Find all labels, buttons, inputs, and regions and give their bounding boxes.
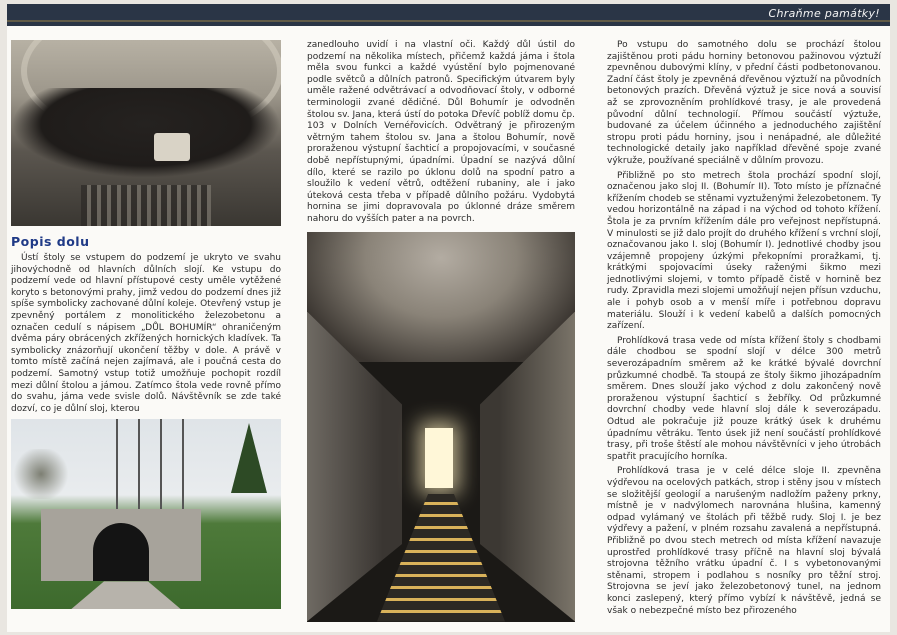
photo-poles [96,419,186,509]
photo-trees [11,449,71,499]
photo-path [71,581,181,609]
header-bar [7,4,890,26]
photo-ceiling [307,232,575,362]
photo-rails [81,185,211,226]
photo-crowd [11,88,281,178]
photo-spruce [231,423,267,493]
header-accent-line [7,20,890,22]
paragraph: zanedlouho uvidí i na vlastní oči. Každý důl ústil do podzemí na několika místech, přičemž každá jáma i štola měla svou funkci a každé vyústění bylo pojmenované podle světců a důlních patronů. Specifickým útvarem byly uměle ražené odvětrávací a odvodňovací štoly, v odborné terminologii zvané dědičné. Důl Bohumír je odvodněn štolou sv. Jana, která ústí do potoka Dřevíč poblíž domu čp. 103 v Dolních Vernéřovicích. Odvětraný je přirozeným větrným tahem štolou sv. Jana a štolou Bohumír, nově proraženou výstupní šachticí a propojovacími, v současné době nepřístupnými, úpadními. Úpadní se nazývá důlní dílo, které se razilo po úklonu dolů na spodní patro a sloužilo k vedení větrů, odtěžení rubaniny, ale i jako úteková cesta třeba v případě důlního požáru. Vydobytá hornina se jimi dopravovala po úklonné dráze směrem nahoru do vyšších pater a na povrch. [307,40,575,224]
photo-portal-opening [93,523,149,581]
photo-sign [154,133,190,161]
paragraph: Ústí štoly se vstupem do podzemí je ukryto ve svahu jihovýchodně od hlavních důlních slojí. Ke vstupu do podzemí vede od hlavní přístupové cesty uměle vytěžené koryto s betonovými prahy, jimž vedou do podzemí dnes již spíše symbolicky zachované důlní koleje. Otevřený vstup je zpevněný portálem z monolitického železobetonu a označen cedulí s nápisem „DŮL BOHUMÍR“ ohraničeným dvěma páry obrácených zkřížených hornických kladívek. Ta symbolicky znázorňují ukončení těžby v dole. A právě v tomto místě začíná nejen zajímavá, ale i poučná cesta do podzemí. Samotný vstup totiž umožňuje pochopit rozdíl mezi důlní štolou a jámou. Zatímco štola vede rovně přímo do svahu, jáma vede svisle dolů. Návštěvník se zde také dozví, co je důlní sloj, kterou [11,253,281,414]
photo-miners-group [11,40,281,226]
column-1 [11,40,281,609]
paragraph: Po vstupu do samotného dolu se prochází štolou zajištěnou proti pádu horniny betonovou pažinovou výztuží zpevněnou dubovými klíny, v přední části podbetonovanou. Zadní část štoly je zpevněná dřevěnou výztuží na původních betonových prazích. Dřevěná výztuž je sice nová a souvisí až se zprovozněním prohlídkové trasy, je ale provedená původní důlní technologií. Přímou součástí výztuže, budované za účelem účinného a jednoduchého zajištění stropu proti pádu horniny, jsou i nenápadné, ale důležité technologické detaily jako například dřevěné spoje zvané výkruže, používané speciálně v důlním provozu. [607,40,881,166]
column-3 [607,40,881,620]
column-1-text [11,253,281,415]
photo-mine-entrance [11,419,281,609]
column-2-text [307,40,575,226]
paragraph: Prohlídková trasa je v celé délce sloje II. zpevněna výdřevou na ocelových patkách, strop i stěny jsou v místech se složitější geologií a narušeným nadložím paženy prkny, místně je v nadvýlomech narovnána hlušina, kamenný odpad vylámaný ve štolách při těžbě rudy. Sloj I. je bez výdřevy a pažení, v plném rozsahu zavalená a nepřístupná. Přibližně po dvou stech metrech od místa křížení navazuje uprostřed prohlídkové trasy příčně na hlavní sloj bývalá strojovna těžního vrátku úpadní č. I s vybetonovanými stěnami, stropem i podlahou s nosníky pro těžní stroj. Strojovna se jeví jako železobetonový tunel, na jednom konci zaslepený, který přímo vybízí k návštěvě, jedná se však o nebezpečné místo bez přirozeného [607,466,881,616]
magazine-page [7,4,890,632]
section-heading: Popis dolu [11,234,90,249]
paragraph: Prohlídková trasa vede od místa křížení štoly s chodbami dále chodbou se spodní slojí v délce 300 metrů severozápadním směrem až ke krátké bývalé dovrchní průzkumné chodbě. Ta stoupá ze štoly šikmo jihozápadním směrem. Dnes slouží jako východ z dolu zakončený nově proraženou výstupní šachticí s žebříky. Od průzkumné dovrchní chodby vede hlavní sloj dále k severozápadu. Odtud ale pokračuje již pouze krátký úsek k druhému úpadnímu větráku. Tento úsek již není součástí prohlídkové trasy, při troše štěstí ale mohou návštěvníci v jeho útrobách spatřit pracujícího horníka. [607,335,881,462]
column-2 [307,40,575,622]
photo-light [425,428,453,488]
photo-mine-corridor [307,232,575,622]
paragraph: Přibližně po sto metrech štola prochází spodní slojí, označenou jako sloj II. (Bohumír II). Toto místo je příznačné křížením chodeb se stěnami vyztuženými železobetonem. Ty vedou horizontálně na západ i na východ od tohoto křížení. Štola je za prvním křížením dále pro veřejnost nepřístupná. V minulosti se již dalo projít do druhého křížení s vrchní slojí, označovanou jako I. sloj (Bohumír I). Jednotlivé chodby jsou vzájemně propojeny úzkými překopními proražkami, tj. krátkými spojovacími úseky raženými šikmo mezi jednotlivými slojemi, v tomto případě čistě v hornině bez rudy. Zpravidla mezi slojemi umožňují nejen přísun vzduchu, ale i pohyb osob a v menší míře i potřebnou dopravu materiálu. Slouží i k vedení kabelů a dalších pomocných zařízení. [607,170,881,332]
column-3-text [607,40,881,617]
header-title: Chraňme památky! [768,7,880,20]
